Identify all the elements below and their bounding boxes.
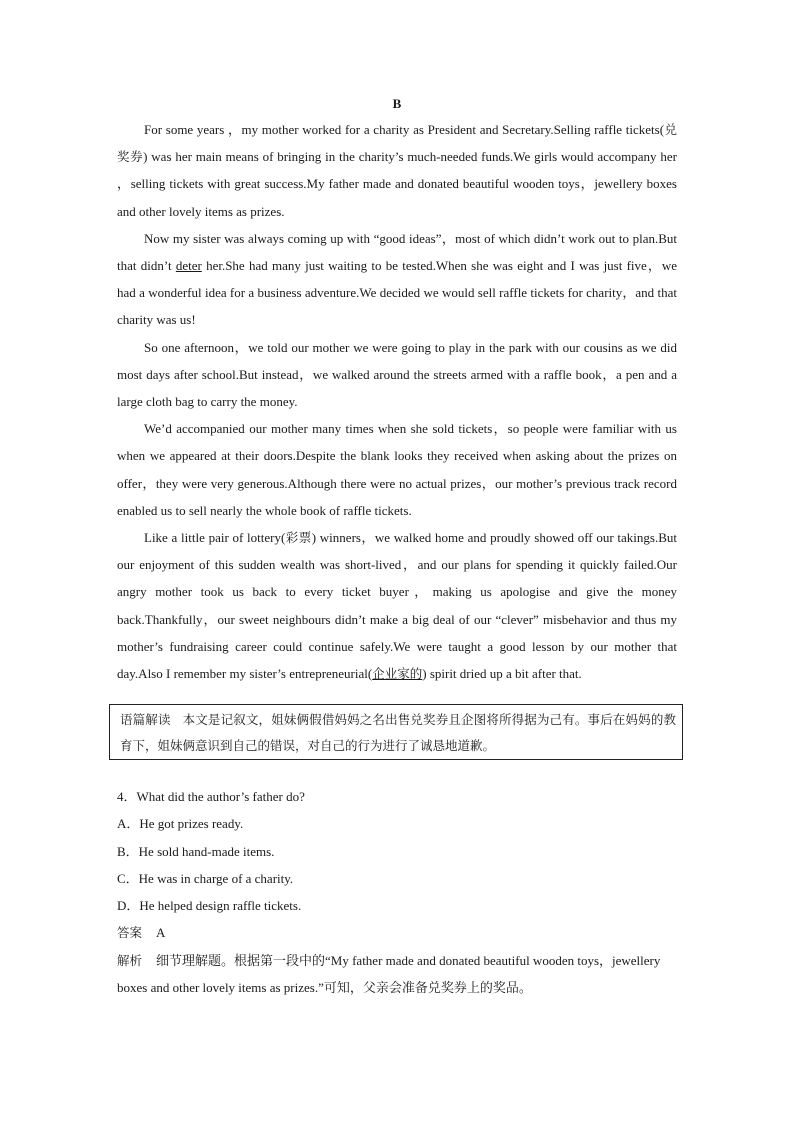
answer-line: [117, 919, 679, 946]
p1-text-b: ) was her main means of bringing in the charity’s much-needed funds.We girls would accompany her ，selling tickets with great success.My father made and donated beautiful wooden toys，jewellery boxes and other lovely items as prizes.: [117, 149, 677, 219]
p2-text-a: Now my sister was always coming up with “good ideas”，most of which didn’t work out to plan.But that didn’t: [117, 230, 677, 274]
paragraph-1: [117, 116, 677, 225]
explanation-text: 细节理解题。根据第一段中的“My father made and donated beautiful wooden toys，jewellery boxes and other lovely items as prizes.”可知，父亲会准备兑奖券上的奖品。: [117, 952, 661, 996]
analysis-note-box: [109, 704, 683, 760]
paragraph-5: [117, 524, 677, 687]
paragraph-2: [117, 225, 677, 334]
p5-text-c: ) spirit dried up a bit after that.: [422, 666, 582, 682]
question-block: [117, 783, 679, 1001]
p5-chinese-gloss-2: 企业家的: [372, 666, 423, 682]
p1-chinese-gloss: 兑奖券: [117, 122, 677, 165]
option-b: B．He sold hand-made items.: [117, 843, 275, 859]
answer-value: A: [156, 925, 166, 941]
option-a: A．He got prizes ready.: [117, 816, 244, 832]
explanation: [117, 947, 679, 1002]
option-c: C．He was in charge of a charity.: [117, 870, 294, 886]
section-label: B: [392, 96, 402, 111]
reading-passage: [117, 116, 677, 687]
paragraph-3: So one afternoon，we told our mother we were going to play in the park with our cousins as we did most days after school.But instead，we walked around the streets armed with a raffle book，a pen and a large cloth bag to carry the money.: [117, 339, 677, 410]
paragraph-4: We’d accompanied our mother many times when she sold tickets，so people were familiar with us when we appeared at their doors.Despite the blank looks they received when asking about the prizes on offer，they were very generous.Although there were no actual prizes，our mother’s previous track record enabled us to sell nearly the whole book of raffle tickets.: [117, 421, 677, 518]
explanation-label: 解析: [117, 952, 143, 968]
p5-chinese-gloss: 彩票: [285, 530, 312, 546]
p5-text-a: Like a little pair of lottery(: [144, 530, 286, 546]
p1-text-a: For some years ，my mother worked for a charity as President and Secretary.Selling raffle tickets(: [144, 122, 665, 137]
analysis-note-label: 语篇解读: [120, 712, 171, 727]
option-d: D．He helped design raffle tickets.: [117, 898, 302, 914]
answer-label: 答案: [117, 925, 143, 941]
p5-text-b: ) winners，we walked home and proudly showed off our takings.But our enjoyment of this sudden wealth was short-lived，and our plans for spending it quickly failed.Our angry mother took us back to every ticket buyer，making us apologise and give the money back.Thankfully，our sweet neighbours didn’t make a big deal of our “clever” misbehavior and thus my mother’s fundraising career could continue safely.We were taught a good lesson by our mother that day.Also I remember my sister’s entrepreneurial(: [117, 530, 677, 682]
underlined-word: deter: [175, 258, 202, 274]
analysis-note-text: 本文是记叙文，姐妹俩假借妈妈之名出售兑奖券且企图将所得据为己有。事后在妈妈的教育下，姐妹俩意识到自己的错误，对自己的行为进行了诚恳地道歉。: [120, 712, 676, 753]
question-stem: 4．What did the author’s father do?: [117, 789, 305, 804]
p2-text-b: her.She had many just waiting to be tested.When she was eight and I was just five，we had a wonderful idea for a business adventure.We decided we would sell raffle tickets for charity，and that charity was us!: [117, 258, 677, 328]
